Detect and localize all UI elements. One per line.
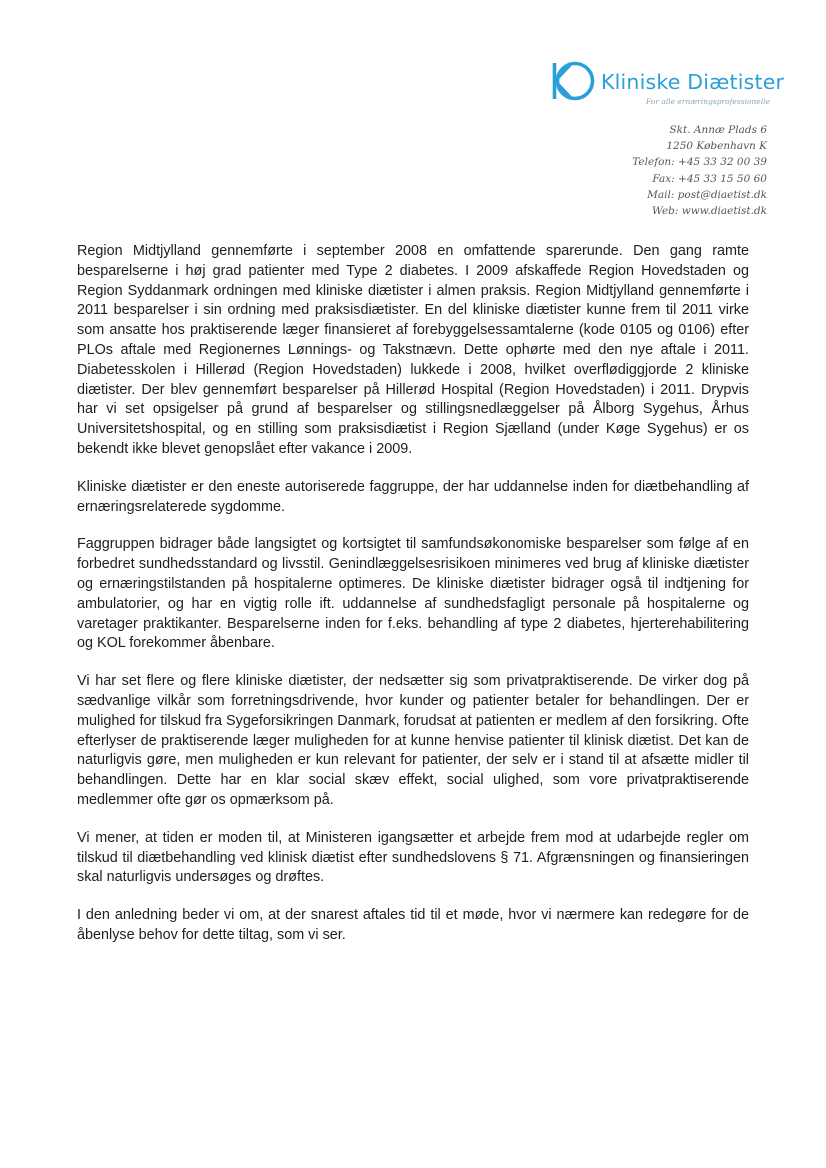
- org-tagline: For alle ernæringsprofessionelle: [646, 97, 770, 106]
- address-fax: Fax: +45 33 15 50 60: [652, 172, 767, 185]
- paragraph: Vi har set flere og flere kliniske diætister, der nedsætter sig som privatpraktiserende. De virker dog på sædvanlige vilkår som forretningsdrivende, hvor kunder og patienter betaler for behandlingen. Der er mulighed for tilskud fra Sygeforsikringen Danmark, forudsat at patienten er medlem af den forsikring. Ofte efterlyser de praktiserende læger muligheden for at kunne henvise patienter til klinisk diætist. Det kan de naturligvis gøre, men muligheden er kun relevant for patienter, der selv er i stand til at afsætte midler til behandlingen. Dette har en klar social skæv effekt, social ulighed, som vore privatpraktiserende medlemmer ofte gør os opmærksom på.: [77, 673, 749, 808]
- paragraph: I den anledning beder vi om, at der snarest aftales tid til et møde, hvor vi nærmere kan redegøre for de åbenlyse behov for dette tiltag, som vi ser.: [77, 907, 749, 943]
- paragraph: Kliniske diætister er den eneste autoriserede faggruppe, der har uddannelse inden for diætbehandling af ernæringsrelaterede sygdomme.: [77, 478, 749, 515]
- letter-body: [77, 242, 749, 964]
- paragraph: Region Midtjylland gennemførte i september 2008 en omfattende sparerunde. Den gang ramte besparelserne i høj grad patienter med Type 2 diabetes. I 2009 afskaffede Region Hovedstaden og Region Syddanmark ordningen med kliniske diætister i almen praksis. Region Midtjylland gennemførte i 2011 besparelser i sin ordning med praksisdiætister. En del kliniske diætister kunne frem til 2011 virke som ansatte hos praktiserende læger finansieret af forebyggelsessamtalerne (kode 0105 og 0106) efter PLOs aftale med Regionernes Lønnings- og Takstnævn. Dette ophørte med den nye aftale i 2011. Diabetesskolen i Hillerød (Region Hovedstaden) lukkede i 2008, hvilket overflødiggjorde 2 kliniske diætister. Der blev gennemført besparelser på Hillerød Hospital (Region Hovedstaden) i 2011. Drypvis har vi set opsigelser på grund af besparelser og stillingsnedlæggelser på Ålborg Sygehus, Århus Universitetshospital, og en stilling som praksisdiætist i Region Sjælland (under Køge Sygehus) er os bekendt ikke blevet genopslået efter vakance i 2009.: [77, 243, 749, 457]
- address-phone: Telefon: +45 33 32 00 39: [632, 156, 767, 169]
- address-mail: Mail: post@diaetist.dk: [647, 188, 767, 201]
- kd-logo-icon: [550, 58, 596, 104]
- paragraph: Faggruppen bidrager både langsigtet og kortsigtet til samfundsøkonomiske besparelser som følge af en forbedret sundhedsstandard og livsstil. Genindlæggelsesrisikoen minimeres ved brug af kliniske diætister og ernæringstilstanden på hospitalerne optimeres. De kliniske diætister bidrager også til indtjening for ambulatorier, og har en vigtig rolle ift. uddannelse af sundhedsfagligt personale på hospitalerne og varetager praktikanter. Besparelserne inden for f.eks. behandling af type 2 diabetes, hjerterehabilitering og KOL forekommer åbenbare.: [77, 536, 749, 652]
- address-web: Web: www.diaetist.dk: [652, 205, 767, 218]
- address-block: [632, 122, 767, 219]
- address-city: 1250 København K: [666, 140, 767, 153]
- letterhead-logo: [550, 58, 785, 106]
- paragraph: Vi mener, at tiden er moden til, at Ministeren igangsætter et arbejde frem mod at udarbejde regler om tilskud til diætbehandling ved klinisk diætist efter sundhedslovens § 71. Afgrænsningen og finansieringen skal naturligvis undersøges og drøftes.: [77, 829, 749, 886]
- address-street: Skt. Annæ Plads 6: [669, 124, 767, 136]
- org-name: Kliniske Diætister: [601, 70, 785, 94]
